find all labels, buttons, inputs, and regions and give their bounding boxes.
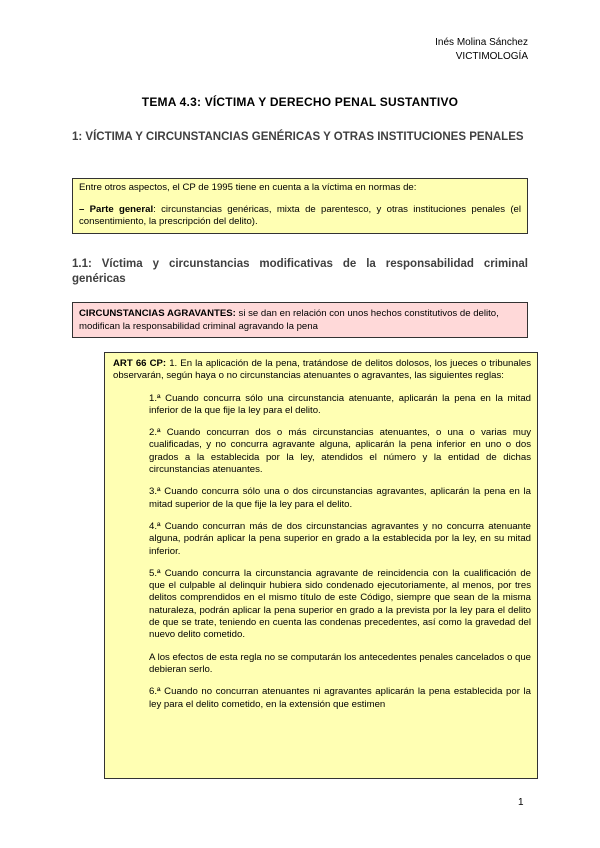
agravantes-label: CIRCUNSTANCIAS AGRAVANTES: xyxy=(79,308,236,319)
article-rule: 6.ª Cuando no concurran atenuantes ni agravantes aplicarán la pena establecida por la ley para el delito cometido, en la extensión que estimen xyxy=(149,686,531,710)
bullet-text: : circunstancias genéricas, mixta de parentesco, y otras instituciones penales (el consentimiento, la prescripción del delito). xyxy=(79,203,522,227)
parte-general-box xyxy=(72,178,528,234)
article-rule: 4.ª Cuando concurran más de dos circunstancias agravantes y no concurra atenuante alguna, podrán aplicar la pena superior en grado a la establecida por la ley, en su mitad inferior. xyxy=(149,520,531,557)
article-rule: 5.ª Cuando concurra la circunstancia agravante de reincidencia con la cualificación de que el culpable al delinquir hubiera sido condenado ejecutoriamente, al menos, por tres delitos comprendidos en el mismo título de este Código, siempre que sean de la misma naturaleza, podrán aplicar la pena superior en grado a la prevista por la ley para el delito de que se trate, teniendo en cuenta las condenas precedentes, así como la gravedad del nuevo delito cometido. xyxy=(149,567,531,641)
subject-name: VICTIMOLOGÍA xyxy=(455,51,528,62)
page-header xyxy=(435,36,528,64)
author-name: Inés Molina Sánchez xyxy=(435,37,528,48)
article-rule: A los efectos de esta regla no se computarán los antecedentes penales cancelados o que debieran serlo. xyxy=(149,651,531,675)
section-heading-1: 1: VÍCTIMA Y CIRCUNSTANCIAS GENÉRICAS Y OTRAS INSTITUCIONES PENALES xyxy=(72,131,524,143)
article-rule: 3.ª Cuando concurra sólo una o dos circunstancias agravantes, aplicarán la pena en la mitad superior de la que fije la ley para el delito. xyxy=(149,486,531,510)
box-intro: Entre otros aspectos, el CP de 1995 tiene en cuenta a la víctima en normas de: xyxy=(79,182,417,193)
article-66-box xyxy=(104,352,538,779)
agravantes-text: si se dan en relación con unos hechos constitutivos de delito, modifican la responsabilidad criminal agravando la pena xyxy=(79,308,499,332)
box-bullet xyxy=(79,204,521,229)
article-rule: 1.ª Cuando concurra sólo una circunstancia atenuante, aplicarán la pena en la mitad inferior de la que fije la ley para el delito. xyxy=(149,392,531,416)
article-rule: 2.ª Cuando concurran dos o más circunstancias atenuantes, o una o varias muy cualificadas, y no concurra agravante alguna, aplicarán la pena inferior en uno o dos grados a la establecida por la ley, atendidos el número y la entidad de dichas circunstancias atenuantes. xyxy=(149,427,531,476)
page-title: TEMA 4.3: VÍCTIMA Y DERECHO PENAL SUSTANTIVO xyxy=(141,95,459,109)
page-number: 1 xyxy=(518,797,524,808)
article-intro-text: 1. En la aplicación de la pena, tratándose de delitos dolosos, los jueces o tribunales observarán, según haya o no circunstancias atenuantes o agravantes, las siguientes reglas: xyxy=(113,358,531,382)
agravantes-box xyxy=(72,302,528,338)
section-heading-1-1: 1.1: Víctima y circunstancias modificativas de la responsabilidad criminal genéricas xyxy=(72,258,528,285)
bullet-label: – Parte general xyxy=(79,203,154,215)
article-label: ART 66 CP: xyxy=(113,358,167,369)
article-intro xyxy=(113,358,531,383)
